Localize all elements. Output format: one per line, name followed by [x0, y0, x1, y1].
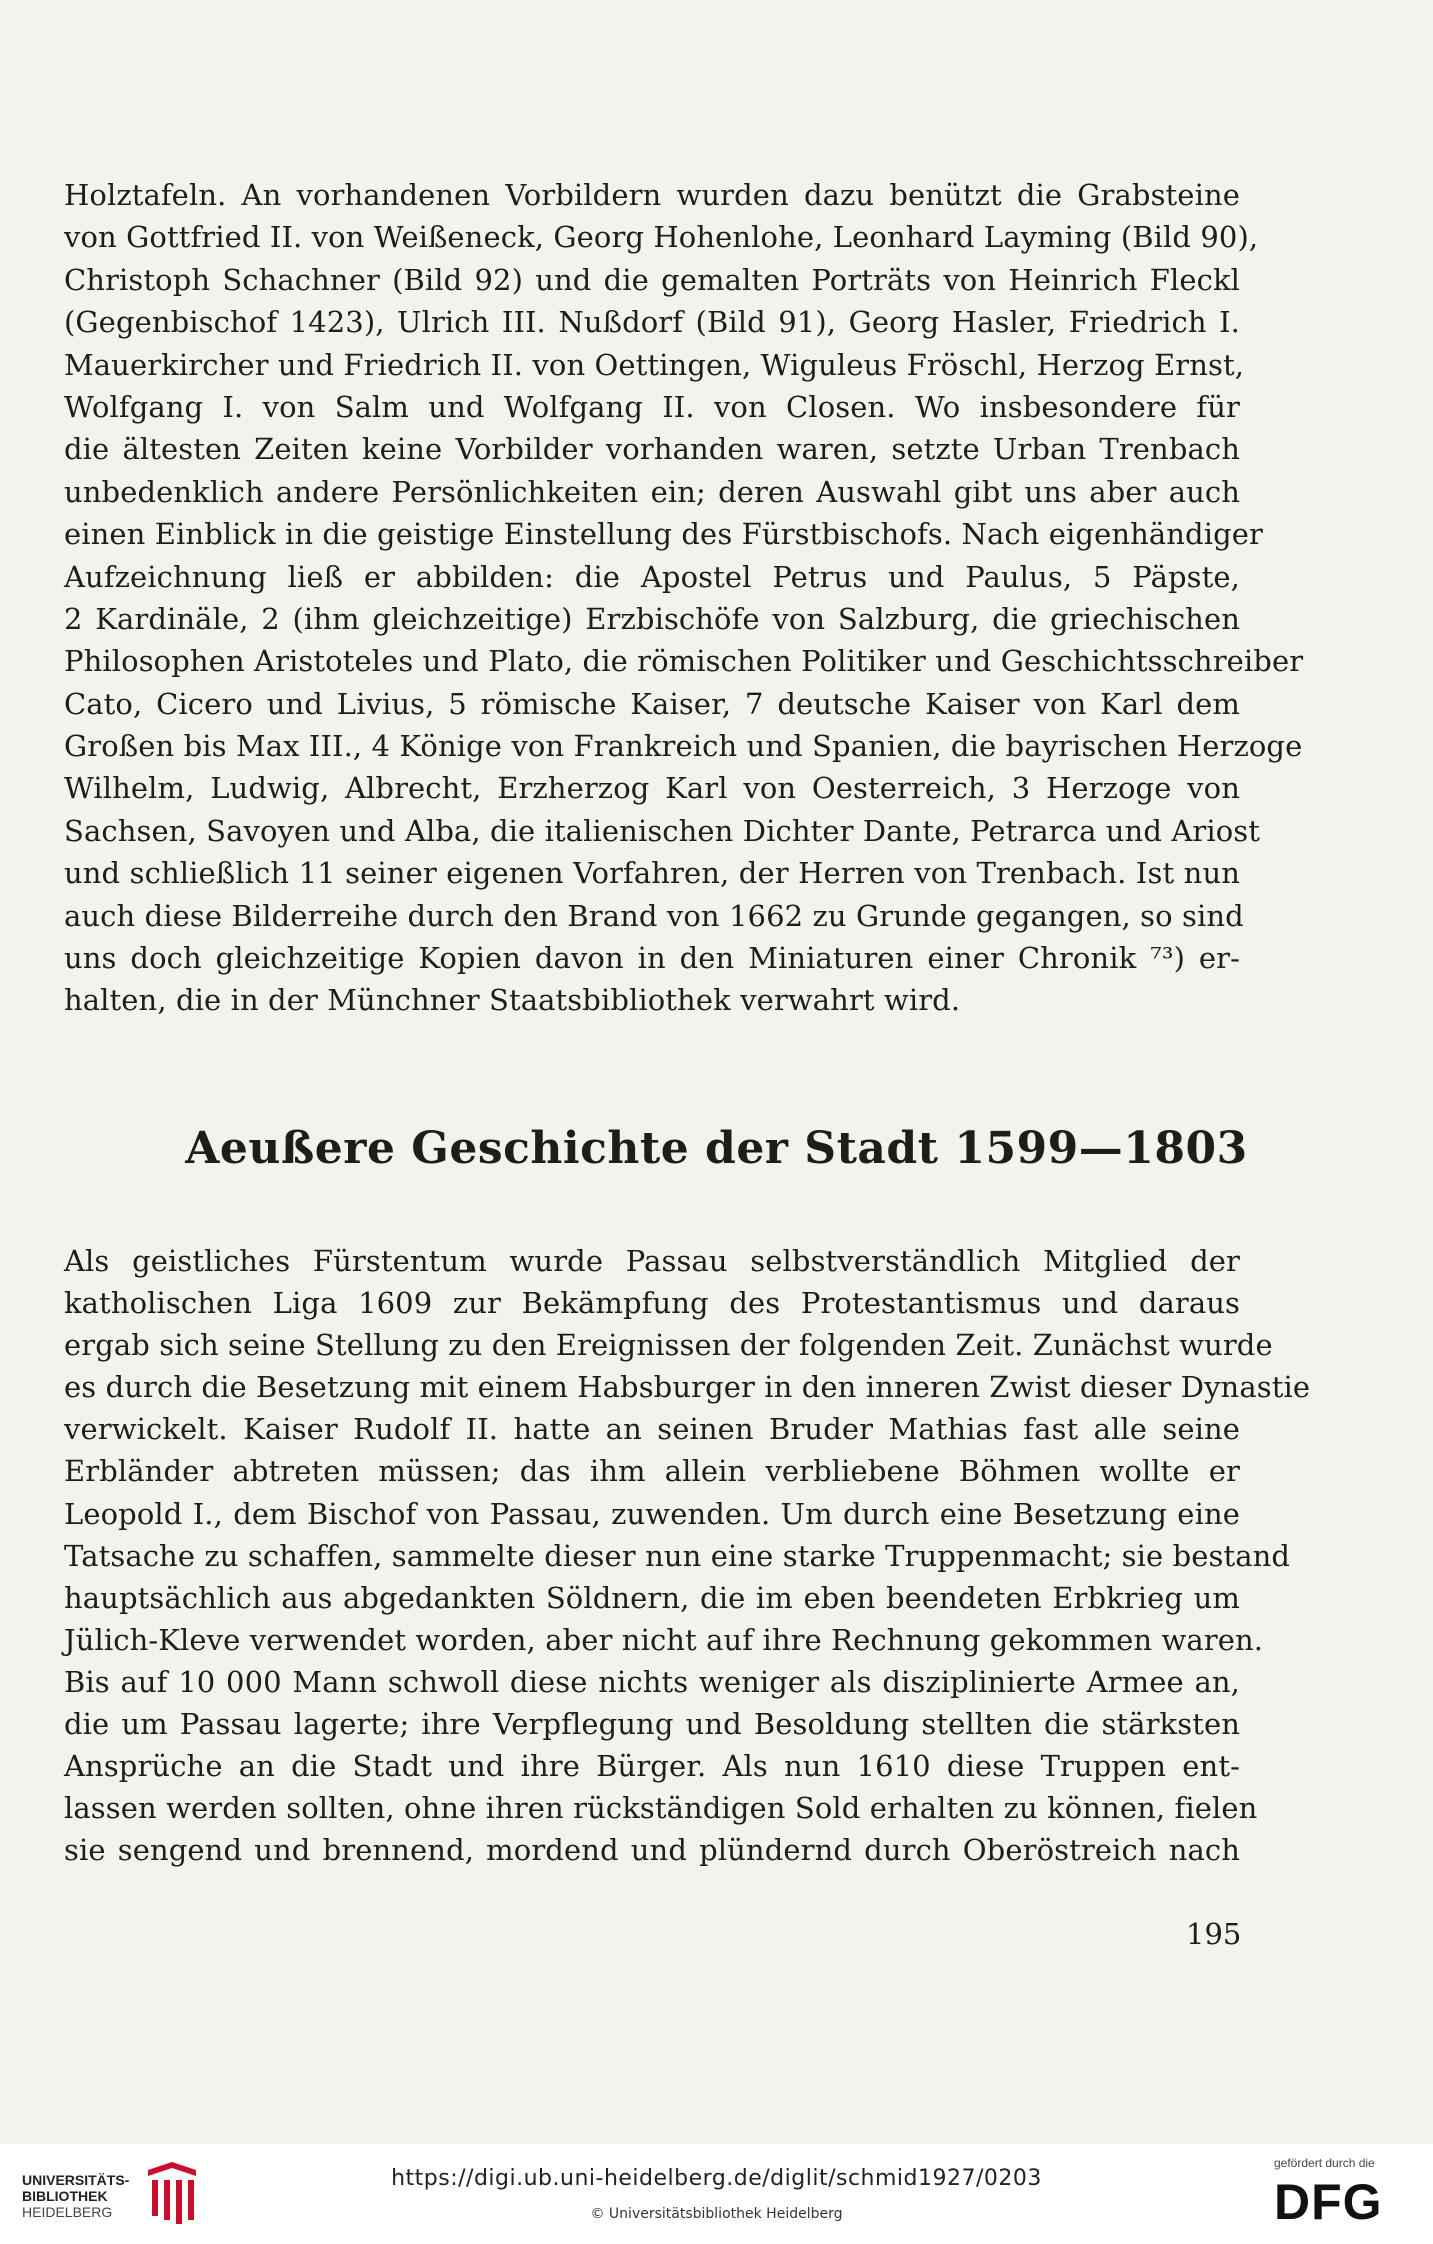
text-line: 2 Kardinäle, 2 (ihm gleichzeitige) Erzbischöfe von Salzburg, die griechischen: [64, 601, 1240, 636]
text-line: Sachsen, Savoyen und Alba, die italienischen Dichter Dante, Petrarca und Ariost: [64, 813, 1260, 848]
text-line: von Gottfried II. von Weißeneck, Georg Hohenlohe, Leonhard Layming (Bild 90),: [64, 220, 1259, 255]
text-line: und schließlich 11 seiner eigenen Vorfahren, der Herren von Trenbach. Ist nun: [64, 856, 1240, 891]
library-name-line: HEIDELBERG: [22, 2204, 113, 2220]
text-line: (Gegenbischof 1423), Ulrich III. Nußdorf (Bild 91), Georg Hasler, Friedrich I.: [64, 305, 1240, 340]
text-line: Leopold I., dem Bischof von Passau, zuwenden. Um durch eine Besetzung eine: [64, 1496, 1240, 1531]
dfg-caption: gefördert durch die: [1274, 2156, 1375, 2170]
page-number: 195: [1186, 1917, 1242, 1951]
text-line: Holztafeln. An vorhandenen Vorbildern wurden dazu benützt die Grabsteine: [64, 178, 1240, 212]
text-line: einen Einblick in die geistige Einstellung des Fürstbischofs. Nach eigenhändiger: [64, 517, 1263, 552]
text-line: Cato, Cicero und Livius, 5 römische Kaiser, 7 deutsche Kaiser von Karl dem: [64, 686, 1240, 721]
library-name-line: UNIVERSITÄTS-: [22, 2172, 130, 2188]
text-line: auch diese Bilderreihe durch den Brand von 1662 zu Grunde gegangen, so sind: [64, 898, 1244, 933]
text-line: Ansprüche an die Stadt und ihre Bürger. Als nun 1610 diese Truppen ent-: [64, 1749, 1240, 1784]
text-line: Jülich-Kleve verwendet worden, aber nicht auf ihre Rechnung gekommen waren.: [64, 1622, 1264, 1657]
library-name-line: BIBLIOTHEK: [22, 2188, 108, 2204]
text-line: Mauerkircher und Friedrich II. von Oettingen, Wiguleus Fröschl, Herzog Ernst,: [64, 347, 1245, 382]
text-line: unbedenklich andere Persönlichkeiten ein; deren Auswahl gibt uns aber auch: [64, 474, 1240, 509]
text-line: Großen bis Max III., 4 Könige von Frankreich und Spanien, die bayrischen Herzoge: [64, 729, 1303, 764]
viewer-footer: [0, 2144, 1433, 2244]
text-line: es durch die Besetzung mit einem Habsburger in den inneren Zwist dieser Dynastie: [64, 1370, 1311, 1405]
dfg-logo-icon: DFG: [1274, 2174, 1383, 2230]
text-line: ergab sich seine Stellung zu den Ereignissen der folgenden Zeit. Zunächst wurde: [64, 1328, 1273, 1363]
text-line: Wilhelm, Ludwig, Albrecht, Erzherzog Karl von Oesterreich, 3 Herzoge von: [64, 771, 1240, 806]
paragraph-1: [64, 174, 1304, 1022]
text-line: Bis auf 10 000 Mann schwoll diese nichts weniger als disziplinierte Armee an,: [64, 1664, 1240, 1699]
text-line: die ältesten Zeiten keine Vorbilder vorhanden waren, setzte Urban Trenbach: [64, 432, 1240, 467]
text-line: Tatsache zu schaffen, sammelte dieser nun eine starke Truppenmacht; sie bestand: [64, 1538, 1291, 1573]
permalink-url[interactable]: https://digi.ub.uni-heidelberg.de/diglit/schmid1927/0203: [391, 2166, 1042, 2191]
text-line: hauptsächlich aus abgedankten Söldnern, die im eben beendeten Erbkrieg um: [64, 1580, 1240, 1615]
text-line: sie sengend und brennend, mordend und plündernd durch Oberöstreich nach: [64, 1833, 1240, 1868]
text-line: halten, die in der Münchner Staatsbibliothek verwahrt wird.: [64, 983, 961, 1018]
section-heading: Aeußere Geschichte der Stadt 1599—1803: [185, 1123, 1248, 1174]
text-line: uns doch gleichzeitige Kopien davon in den Miniaturen einer Chronik ⁷³) er-: [64, 941, 1240, 976]
text-line: verwickelt. Kaiser Rudolf II. hatte an seinen Bruder Mathias fast alle seine: [64, 1412, 1240, 1447]
text-line: Philosophen Aristoteles und Plato, die römischen Politiker und Geschichtsschreiber: [64, 644, 1304, 679]
text-line: Wolfgang I. von Salm und Wolfgang II. von Closen. Wo insbesondere für: [64, 389, 1240, 424]
text-line: lassen werden sollten, ohne ihren rückständigen Sold erhalten zu können, fielen: [64, 1791, 1258, 1826]
text-line: katholischen Liga 1609 zur Bekämpfung des Protestantismus und daraus: [64, 1286, 1240, 1321]
text-line: Als geistliches Fürstentum wurde Passau selbstverständlich Mitglied der: [64, 1244, 1240, 1278]
paragraph-2: [64, 1240, 1311, 1871]
text-line: Christoph Schachner (Bild 92) und die gemalten Porträts von Heinrich Fleckl: [64, 262, 1240, 297]
text-line: die um Passau lagerte; ihre Verpflegung und Besoldung stellten die stärksten: [64, 1707, 1240, 1742]
text-line: Aufzeichnung ließ er abbilden: die Apostel Petrus und Paulus, 5 Päpste,: [64, 559, 1240, 594]
text-line: Erbländer abtreten müssen; das ihm allein verbliebene Böhmen wollte er: [64, 1454, 1240, 1489]
dfg-funding-logo[interactable]: [1260, 2152, 1415, 2236]
copyright-notice: © Universitätsbibliothek Heidelberg: [590, 2206, 843, 2222]
